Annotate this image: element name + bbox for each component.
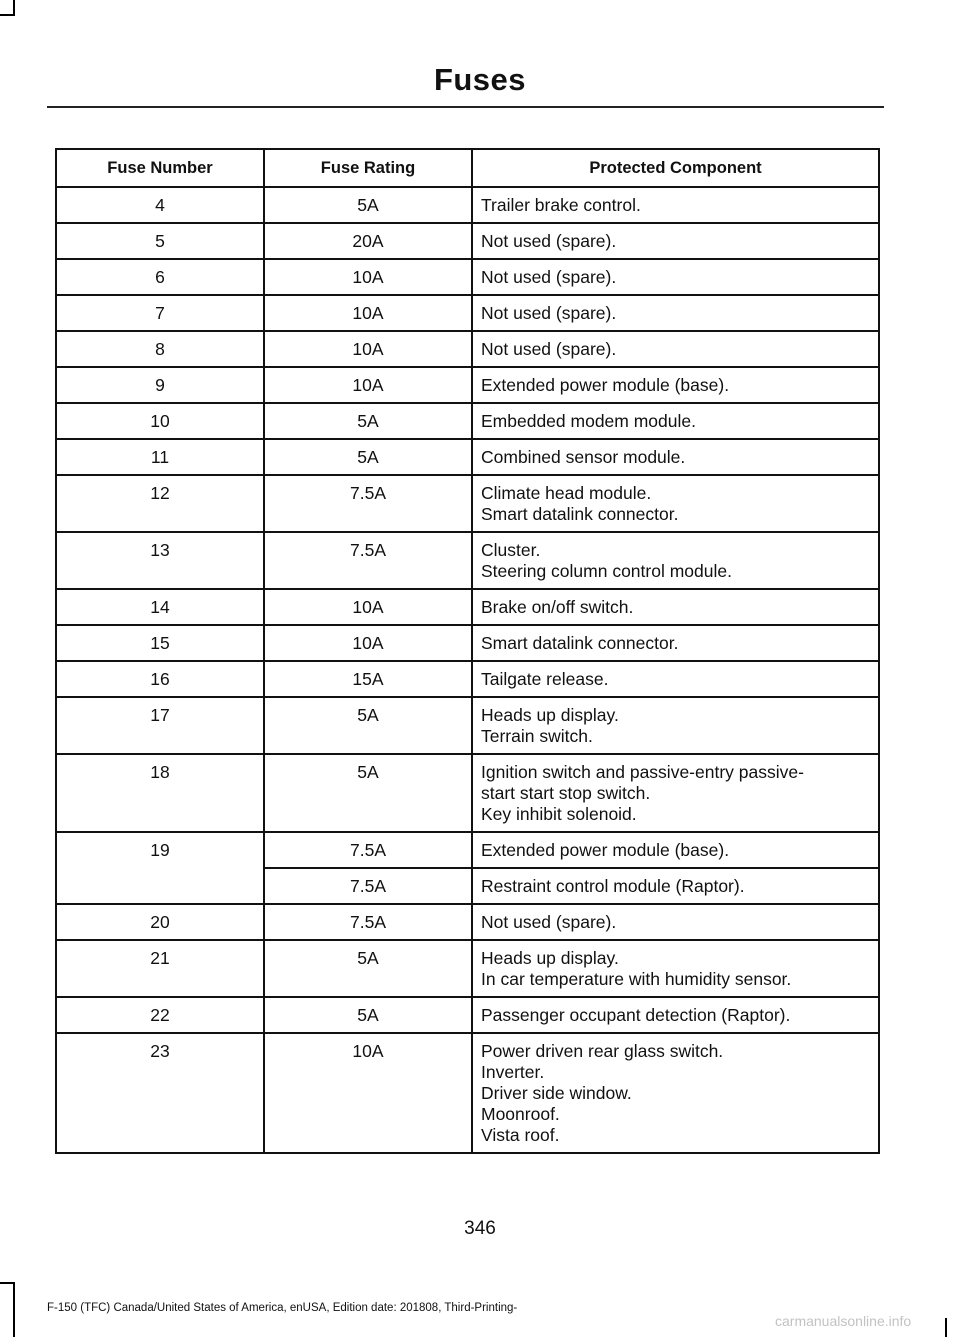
table-row xyxy=(56,589,879,625)
protected-component-cell xyxy=(472,331,879,367)
component-line: Steering column control module. xyxy=(481,561,732,581)
table-row xyxy=(56,625,879,661)
component-line: Driver side window. xyxy=(481,1083,632,1103)
protected-component-cell xyxy=(472,625,879,661)
fuse-rating-cell: 7.5A xyxy=(264,532,472,589)
protected-component-cell xyxy=(472,832,879,868)
protected-component-cell xyxy=(472,997,879,1033)
protected-component-cell xyxy=(472,697,879,754)
fuse-rating-cell: 7.5A xyxy=(264,868,472,904)
fuse-number-cell: 22 xyxy=(56,997,264,1033)
column-header-protected-component: Protected Component xyxy=(472,149,879,187)
fuse-rating-cell: 10A xyxy=(264,331,472,367)
component-line: Trailer brake control. xyxy=(481,195,641,215)
component-line: start start stop switch. xyxy=(481,783,651,803)
fuse-rating-cell: 10A xyxy=(264,295,472,331)
protected-component-cell xyxy=(472,940,879,997)
component-line: Not used (spare). xyxy=(481,267,617,287)
fuse-rating-cell: 10A xyxy=(264,367,472,403)
component-line: Heads up display. xyxy=(481,948,619,968)
fuse-rating-cell: 15A xyxy=(264,661,472,697)
fuse-number-cell: 11 xyxy=(56,439,264,475)
table-row xyxy=(56,403,879,439)
fuse-number-cell: 6 xyxy=(56,259,264,295)
table-row xyxy=(56,832,879,868)
component-line: Moonroof. xyxy=(481,1104,560,1124)
component-line: Cluster. xyxy=(481,540,541,560)
fuse-number-cell: 10 xyxy=(56,403,264,439)
title-divider xyxy=(47,106,884,108)
table-row xyxy=(56,187,879,223)
fuse-rating-cell: 7.5A xyxy=(264,832,472,868)
component-line: In car temperature with humidity sensor. xyxy=(481,969,792,989)
fuse-number-cell: 15 xyxy=(56,625,264,661)
fuse-number-cell: 13 xyxy=(56,532,264,589)
fuse-rating-cell: 10A xyxy=(264,259,472,295)
component-line: Restraint control module (Raptor). xyxy=(481,876,745,896)
fuse-number-cell: 14 xyxy=(56,589,264,625)
table-row xyxy=(56,697,879,754)
fuse-rating-cell: 5A xyxy=(264,997,472,1033)
fuse-number-cell: 19 xyxy=(56,832,264,904)
table-row xyxy=(56,940,879,997)
fuse-number-cell: 4 xyxy=(56,187,264,223)
protected-component-cell xyxy=(472,439,879,475)
component-line: Heads up display. xyxy=(481,705,619,725)
protected-component-cell xyxy=(472,661,879,697)
table-row xyxy=(56,223,879,259)
fuse-table xyxy=(55,148,880,1154)
crop-mark-bottom-left xyxy=(13,1282,15,1337)
component-line: Terrain switch. xyxy=(481,726,593,746)
table-row xyxy=(56,1033,879,1153)
fuse-number-cell: 16 xyxy=(56,661,264,697)
table-row xyxy=(56,997,879,1033)
protected-component-cell xyxy=(472,259,879,295)
footer-edition-text: F-150 (TFC) Canada/United States of America, enUSA, Edition date: 201808, Third-Printing- xyxy=(47,1302,518,1314)
component-line: Power driven rear glass switch. xyxy=(481,1041,724,1061)
component-line: Smart datalink connector. xyxy=(481,504,679,524)
fuse-number-cell: 20 xyxy=(56,904,264,940)
fuse-rating-cell: 7.5A xyxy=(264,904,472,940)
column-header-fuse-rating: Fuse Rating xyxy=(264,149,472,187)
table-row xyxy=(56,367,879,403)
fuse-rating-cell: 20A xyxy=(264,223,472,259)
protected-component-cell xyxy=(472,295,879,331)
watermark: carmanualsonline.info xyxy=(775,1313,912,1329)
table-row xyxy=(56,661,879,697)
component-line: Passenger occupant detection (Raptor). xyxy=(481,1005,791,1025)
fuse-number-cell: 9 xyxy=(56,367,264,403)
table-row xyxy=(56,754,879,832)
protected-component-cell xyxy=(472,223,879,259)
protected-component-cell xyxy=(472,403,879,439)
fuse-rating-cell: 7.5A xyxy=(264,475,472,532)
table-row xyxy=(56,904,879,940)
protected-component-cell xyxy=(472,367,879,403)
crop-mark-bottom-right xyxy=(945,1318,947,1337)
page-title: Fuses xyxy=(433,62,527,97)
protected-component-cell xyxy=(472,187,879,223)
fuse-rating-cell: 10A xyxy=(264,589,472,625)
fuse-number-cell: 21 xyxy=(56,940,264,997)
fuse-number-cell: 18 xyxy=(56,754,264,832)
component-line: Tailgate release. xyxy=(481,669,609,689)
component-line: Climate head module. xyxy=(481,483,652,503)
fuse-number-cell: 5 xyxy=(56,223,264,259)
fuse-rating-cell: 5A xyxy=(264,697,472,754)
table-row xyxy=(56,475,879,532)
component-line: Extended power module (base). xyxy=(481,375,730,395)
crop-mark-bottom-left xyxy=(0,1282,15,1284)
table-row xyxy=(56,295,879,331)
component-line: Ignition switch and passive-entry passive- xyxy=(481,762,804,782)
fuse-number-cell: 8 xyxy=(56,331,264,367)
fuse-rating-cell: 5A xyxy=(264,403,472,439)
column-header-fuse-number: Fuse Number xyxy=(56,149,264,187)
table-row xyxy=(56,439,879,475)
fuse-rating-cell: 5A xyxy=(264,940,472,997)
table-row xyxy=(56,532,879,589)
fuse-number-cell: 12 xyxy=(56,475,264,532)
component-line: Brake on/off switch. xyxy=(481,597,634,617)
protected-component-cell xyxy=(472,904,879,940)
protected-component-cell xyxy=(472,532,879,589)
fuse-number-cell: 7 xyxy=(56,295,264,331)
crop-mark-top-left xyxy=(0,14,15,16)
component-line: Not used (spare). xyxy=(481,303,617,323)
protected-component-cell xyxy=(472,475,879,532)
component-line: Combined sensor module. xyxy=(481,447,686,467)
fuse-rating-cell: 10A xyxy=(264,625,472,661)
table-header-row xyxy=(56,149,879,187)
fuse-rating-cell: 5A xyxy=(264,187,472,223)
fuse-number-cell: 17 xyxy=(56,697,264,754)
fuse-rating-cell: 10A xyxy=(264,1033,472,1153)
component-line: Not used (spare). xyxy=(481,912,617,932)
protected-component-cell xyxy=(472,754,879,832)
protected-component-cell xyxy=(472,868,879,904)
fuse-number-cell: 23 xyxy=(56,1033,264,1153)
component-line: Embedded modem module. xyxy=(481,411,696,431)
component-line: Extended power module (base). xyxy=(481,840,730,860)
table-row xyxy=(56,331,879,367)
table-row xyxy=(56,259,879,295)
component-line: Smart datalink connector. xyxy=(481,633,679,653)
protected-component-cell xyxy=(472,1033,879,1153)
component-line: Not used (spare). xyxy=(481,339,617,359)
fuse-rating-cell: 5A xyxy=(264,754,472,832)
protected-component-cell xyxy=(472,589,879,625)
fuse-rating-cell: 5A xyxy=(264,439,472,475)
component-line: Inverter. xyxy=(481,1062,545,1082)
page-number: 346 xyxy=(464,1218,496,1239)
component-line: Key inhibit solenoid. xyxy=(481,804,637,824)
component-line: Vista roof. xyxy=(481,1125,560,1145)
component-line: Not used (spare). xyxy=(481,231,617,251)
fuse-table-body xyxy=(56,187,879,1153)
